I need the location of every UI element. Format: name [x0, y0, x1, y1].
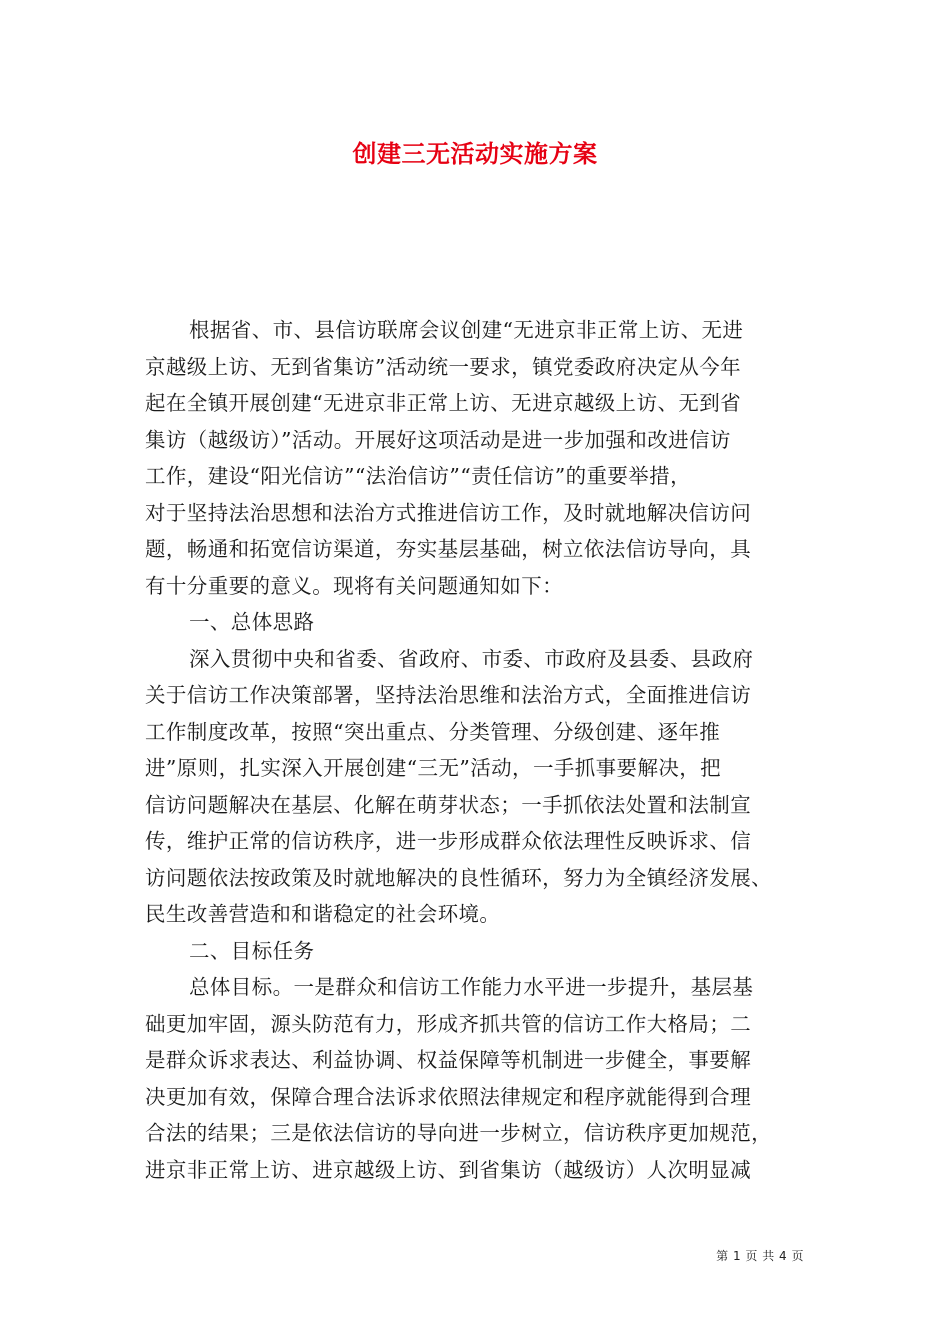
paragraph-line: 合法的结果；三是依法信访的导向进一步树立，信访秩序更加规范，: [145, 1121, 772, 1145]
paragraph-line: 传，维护正常的信访秩序，进一步形成群众依法理性反映诉求、信: [145, 829, 752, 853]
paragraph-line: 有十分重要的意义。现将有关问题通知如下：: [145, 573, 563, 598]
paragraph-line: 工作制度改革，按照“突出重点、分类管理、分级创建、逐年推: [145, 719, 721, 744]
paragraph-line: 进京非正常上访、进京越级上访、到省集访（越级访）人次明显减: [145, 1157, 752, 1182]
section-heading: 二、目标任务: [189, 938, 315, 963]
paragraph-line: 访问题依法按政策及时就地解决的良性循环，努力为全镇经济发展、: [145, 865, 772, 890]
paragraph-line: 进”原则，扎实深入开展创建“三无”活动，一手抓事要解决，把: [145, 756, 722, 780]
document-body: [145, 312, 807, 1188]
paragraph-line: 京越级上访、无到省集访”活动统一要求，镇党委政府决定从今年: [145, 354, 742, 379]
paragraph-line: 础更加牢固，源头防范有力，形成齐抓共管的信访工作大格局；二: [145, 1011, 752, 1036]
document-title: 创建三无活动实施方案: [352, 139, 598, 168]
paragraph-line: 民生改善营造和和谐稳定的社会环境。: [145, 902, 501, 926]
paragraph-line: 总体目标。一是群众和信访工作能力水平进一步提升，基层基: [189, 975, 754, 999]
paragraph-line: 根据省、市、县信访联席会议创建“无进京非正常上访、无进: [189, 318, 744, 342]
paragraph-line: 工作，建设“阳光信访”“法治信访”“责任信访”的重要举措，: [145, 464, 691, 488]
paragraph-line: 对于坚持法治思想和法治方式推进信访工作，及时就地解决信访问: [145, 500, 752, 525]
paragraph-line: 集访（越级访）”活动。开展好这项活动是进一步加强和改进信访: [145, 427, 731, 452]
paragraph-line: 题，畅通和拓宽信访渠道，夯实基层基础，树立依法信访导向，具: [145, 537, 752, 561]
paragraph-line: 关于信访工作决策部署，坚持法治思维和法治方式，全面推进信访: [145, 683, 752, 707]
paragraph-line: 信访问题解决在基层、化解在萌芽状态；一手抓依法处置和法制宣: [145, 792, 752, 817]
paragraph-line: 是群众诉求表达、利益协调、权益保障等机制进一步健全，事要解: [145, 1048, 752, 1072]
paragraph-line: 深入贯彻中央和省委、省政府、市委、市政府及县委、县政府: [189, 646, 754, 671]
page-number: 第 1 页 共 4 页: [716, 1249, 804, 1263]
section-heading: 一、总体思路: [189, 610, 315, 634]
paragraph-line: 起在全镇开展创建“无进京非正常上访、无进京越级上访、无到省: [145, 391, 742, 415]
paragraph-line: 决更加有效，保障合理合法诉求依照法律规定和程序就能得到合理: [145, 1084, 752, 1109]
